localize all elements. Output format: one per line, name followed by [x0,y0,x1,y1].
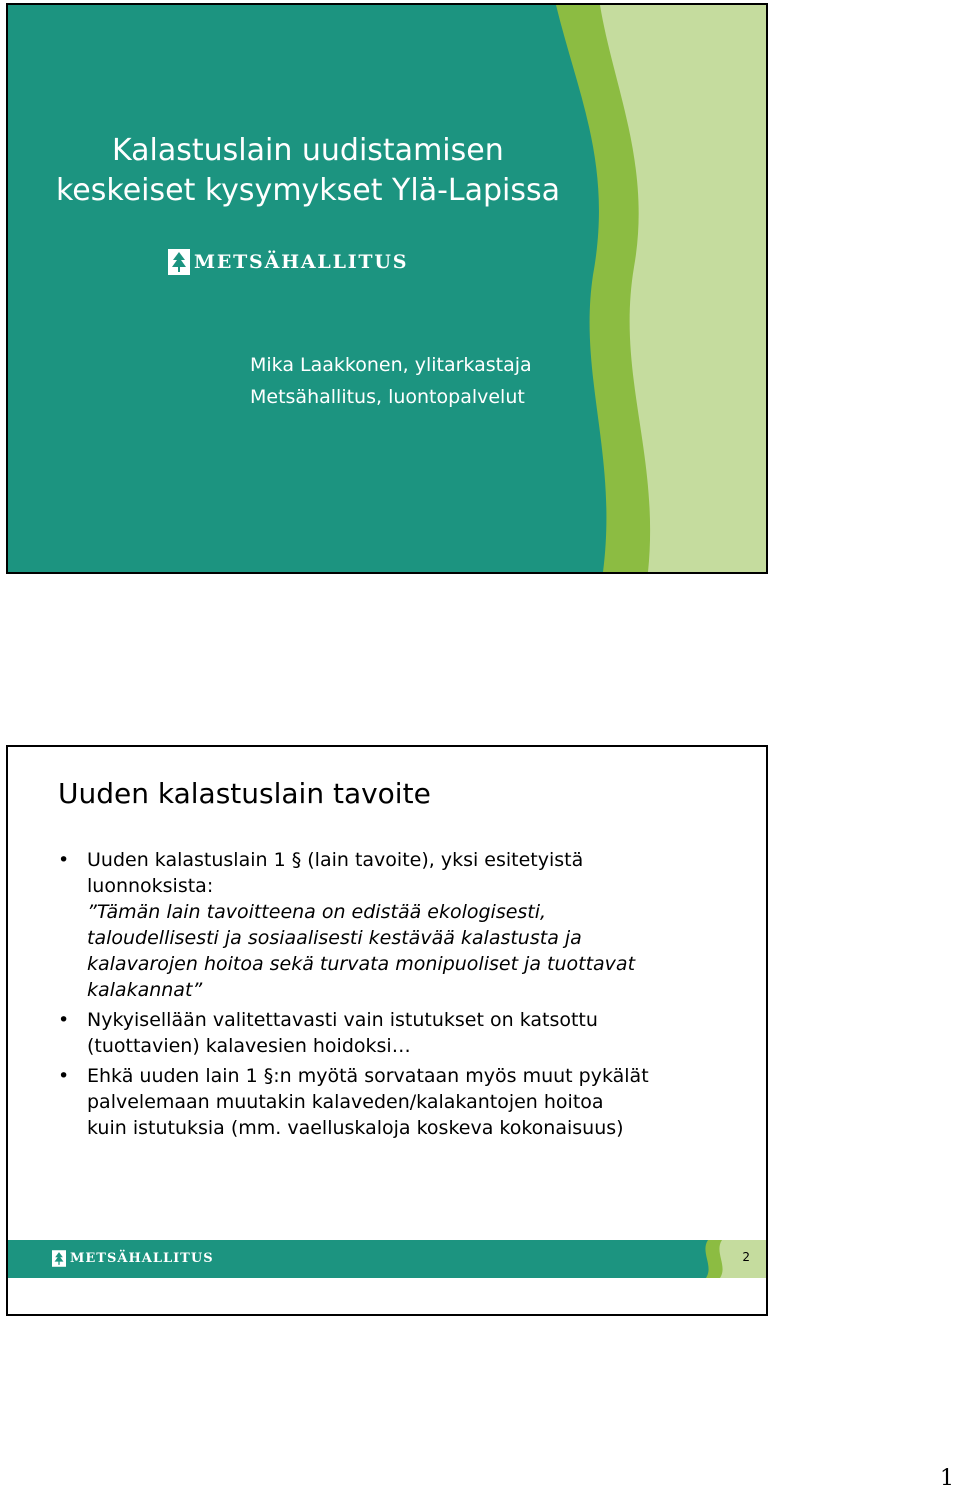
quote-line: kalavarojen hoitoa sekä turvata monipuoliset ja tuottavat [87,953,636,975]
bullet-text-line: kuin istutuksia (mm. vaelluskaloja koskeva kokonaisuus) [87,1117,624,1139]
page-number: 1 [940,1466,954,1491]
bullet-text-line: (tuottavien) kalavesien hoidoksi… [87,1035,411,1057]
tree-logo-icon [52,1250,66,1267]
bullet-text-line: luonnoksista: [87,875,214,897]
footer-logo-text: METSÄHALLITUS [70,1251,214,1266]
quote-line: kalakannat” [87,979,203,1001]
slide-footer [8,1240,766,1278]
bullet-item [58,847,718,1003]
green-wave-decoration [8,5,766,572]
slide-number: 2 [742,1250,750,1264]
quote-line: ”Tämän lain tavoitteena on edistää ekologisesti, [87,901,547,923]
logo-text: METSÄHALLITUS [194,251,409,273]
title-slide [6,3,768,574]
slide-title-line: Kalastuslain uudistamisen [112,133,504,168]
author-organization: Metsähallitus, luontopalvelut [250,386,525,408]
bullet-text-line: Uuden kalastuslain 1 § (lain tavoite), yksi esitetyistä [87,849,584,871]
bullet-icon: • [58,849,70,871]
metsahallitus-logo [168,249,408,275]
slide-heading: Uuden kalastuslain tavoite [58,777,431,810]
bullet-text-line: Nykyisellään valitettavasti vain istutukset on katsottu [87,1009,598,1031]
bullet-text-line: palvelemaan muutakin kalaveden/kalakantojen hoitoa [87,1091,604,1113]
author-name: Mika Laakkonen, ylitarkastaja [250,354,532,376]
bullet-icon: • [58,1065,70,1087]
bullet-item [58,1007,718,1059]
content-slide [6,745,768,1316]
bullet-list [58,847,718,1141]
tree-logo-icon [168,249,190,275]
author-block [250,349,532,413]
slide-title [56,131,616,211]
bullet-text-line: Ehkä uuden lain 1 §:n myötä sorvataan myös muut pykälät [87,1065,649,1087]
bullet-icon: • [58,1009,70,1031]
bullet-item [58,1063,718,1141]
footer-logo [52,1250,214,1267]
quote-line: taloudellisesti ja sosiaalisesti kestävää kalastusta ja [87,927,582,949]
slide-title-line: keskeiset kysymykset Ylä-Lapissa [56,173,561,208]
